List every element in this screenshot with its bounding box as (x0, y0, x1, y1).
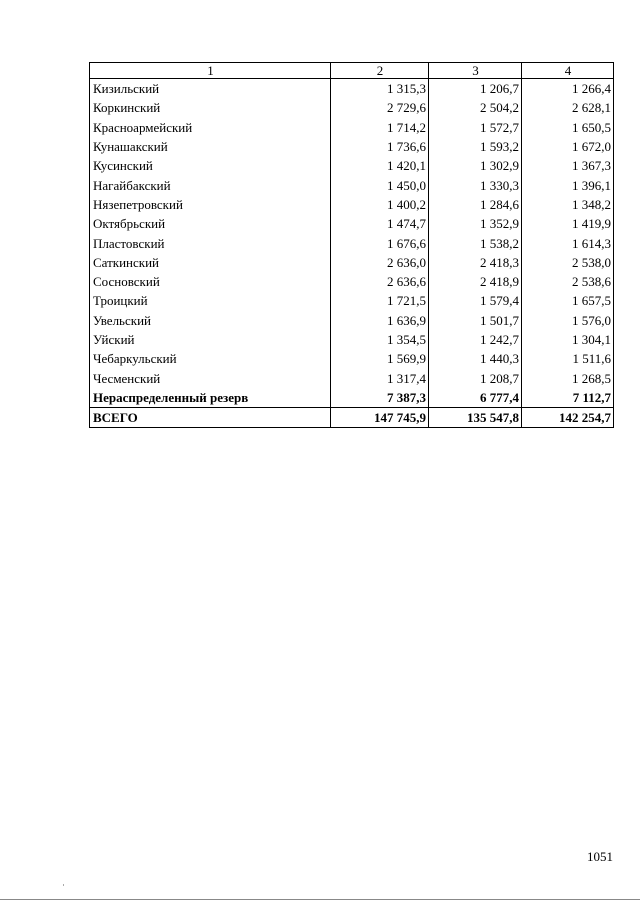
value-col-4: 1 348,2 (522, 195, 614, 214)
value-col-2: 1 636,9 (331, 311, 429, 330)
value-col-4: 1 672,0 (522, 137, 614, 156)
value-col-4: 1 396,1 (522, 175, 614, 194)
table-row (90, 156, 614, 175)
total-value-col-2: 147 745,9 (331, 408, 429, 428)
value-col-4: 1 266,4 (522, 79, 614, 99)
district-name: Нязепетровский (90, 195, 331, 214)
column-header-2: 2 (331, 63, 429, 79)
value-col-2: 1 450,0 (331, 175, 429, 194)
value-col-4: 1 304,1 (522, 330, 614, 349)
value-col-4: 2 538,6 (522, 272, 614, 291)
value-col-3: 1 501,7 (429, 311, 522, 330)
column-header-4: 4 (522, 63, 614, 79)
total-label: ВСЕГО (90, 408, 331, 428)
total-value-col-3: 135 547,8 (429, 408, 522, 428)
value-col-3: 1 593,2 (429, 137, 522, 156)
table-row (90, 349, 614, 368)
value-col-2: 2 729,6 (331, 98, 429, 117)
value-col-3: 1 302,9 (429, 156, 522, 175)
value-col-3: 1 538,2 (429, 233, 522, 252)
value-col-2: 1 400,2 (331, 195, 429, 214)
value-col-2: 1 676,6 (331, 233, 429, 252)
reserve-value-col-3: 6 777,4 (429, 388, 522, 408)
value-col-3: 2 418,9 (429, 272, 522, 291)
district-name: Пластовский (90, 233, 331, 252)
value-col-3: 1 330,3 (429, 175, 522, 194)
table-row (90, 311, 614, 330)
table-row (90, 118, 614, 137)
value-col-4: 1 367,3 (522, 156, 614, 175)
value-col-3: 1 579,4 (429, 291, 522, 310)
district-name: Чебаркульский (90, 349, 331, 368)
table-row (90, 175, 614, 194)
value-col-2: 2 636,0 (331, 253, 429, 272)
column-header-1: 1 (90, 63, 331, 79)
value-col-3: 1 572,7 (429, 118, 522, 137)
value-col-2: 1 721,5 (331, 291, 429, 310)
district-name: Нагайбакский (90, 175, 331, 194)
district-name: Уйский (90, 330, 331, 349)
budget-table (89, 62, 614, 428)
value-col-2: 1 317,4 (331, 368, 429, 387)
value-col-2: 1 569,9 (331, 349, 429, 368)
value-col-3: 1 352,9 (429, 214, 522, 233)
total-row (90, 408, 614, 428)
table-row (90, 79, 614, 99)
table-row (90, 330, 614, 349)
value-col-4: 2 628,1 (522, 98, 614, 117)
value-col-4: 1 650,5 (522, 118, 614, 137)
value-col-4: 2 538,0 (522, 253, 614, 272)
value-col-3: 1 284,6 (429, 195, 522, 214)
district-name: Кусинский (90, 156, 331, 175)
value-col-2: 1 474,7 (331, 214, 429, 233)
value-col-2: 1 736,6 (331, 137, 429, 156)
district-name: Октябрьский (90, 214, 331, 233)
total-value-col-4: 142 254,7 (522, 408, 614, 428)
table-row (90, 137, 614, 156)
reserve-label: Нераспределенный резерв (90, 388, 331, 408)
table-row (90, 214, 614, 233)
district-name: Чесменский (90, 368, 331, 387)
district-name: Троицкий (90, 291, 331, 310)
value-col-3: 1 208,7 (429, 368, 522, 387)
value-col-4: 1 511,6 (522, 349, 614, 368)
value-col-2: 1 420,1 (331, 156, 429, 175)
value-col-3: 2 418,3 (429, 253, 522, 272)
district-name: Сосновский (90, 272, 331, 291)
value-col-3: 1 242,7 (429, 330, 522, 349)
value-col-3: 2 504,2 (429, 98, 522, 117)
district-name: Кунашакский (90, 137, 331, 156)
table-row (90, 195, 614, 214)
district-name: Коркинский (90, 98, 331, 117)
table-row (90, 272, 614, 291)
reserve-value-col-2: 7 387,3 (331, 388, 429, 408)
value-col-3: 1 440,3 (429, 349, 522, 368)
column-header-3: 3 (429, 63, 522, 79)
table-row (90, 98, 614, 117)
district-name: Увельский (90, 311, 331, 330)
district-name: Саткинский (90, 253, 331, 272)
table-row (90, 253, 614, 272)
value-col-4: 1 419,9 (522, 214, 614, 233)
table-row (90, 233, 614, 252)
table-body (90, 79, 614, 428)
value-col-2: 1 315,3 (331, 79, 429, 99)
value-col-4: 1 576,0 (522, 311, 614, 330)
reserve-row (90, 388, 614, 408)
district-name: Красноармейский (90, 118, 331, 137)
value-col-2: 1 714,2 (331, 118, 429, 137)
value-col-4: 1 657,5 (522, 291, 614, 310)
page-bottom-edge (0, 899, 640, 900)
scan-speck (63, 884, 64, 886)
value-col-2: 1 354,5 (331, 330, 429, 349)
table-row (90, 291, 614, 310)
district-name: Кизильский (90, 79, 331, 99)
reserve-value-col-4: 7 112,7 (522, 388, 614, 408)
value-col-3: 1 206,7 (429, 79, 522, 99)
table-header-row (90, 63, 614, 79)
table-row (90, 368, 614, 387)
value-col-4: 1 614,3 (522, 233, 614, 252)
page-number: 1051 (587, 849, 613, 864)
value-col-2: 2 636,6 (331, 272, 429, 291)
value-col-4: 1 268,5 (522, 368, 614, 387)
